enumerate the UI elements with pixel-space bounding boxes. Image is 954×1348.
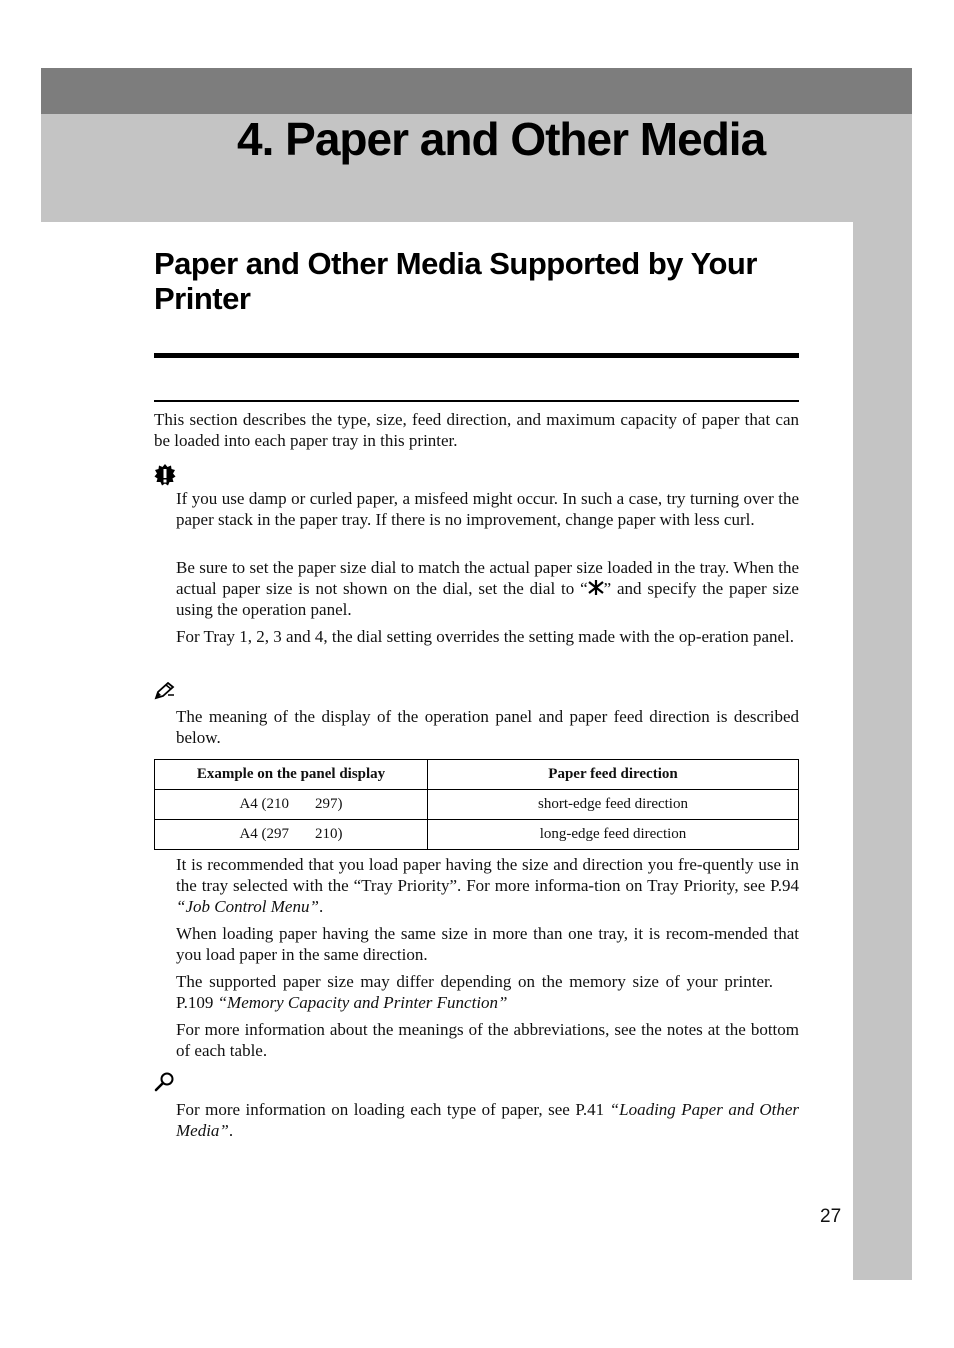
page-side-strip [853,222,912,1280]
reference-paragraph [176,1099,799,1141]
display-size-a: A4 (210 [239,796,290,812]
note-paragraph-5: For more information about the meanings of the abbreviations, see the notes at the bottom of each table. [176,1020,799,1060]
note-paragraph-3: When loading paper having the same size in more than one tray, it is recom-mended that you load paper in the same direction. [176,924,799,964]
table-cell-direction: short-edge feed direction [428,790,799,820]
table-row [155,820,799,850]
memory-capacity-link[interactable]: “Memory Capacity and Printer Function” [217,993,508,1012]
important-paragraph-1: If you use damp or curled paper, a misfeed might occur. In such a case, try turning over the paper stack in the paper tray. If there is no improvement, change paper with less curl. [176,489,799,529]
table-header-row [155,760,799,790]
feed-direction-table [154,759,799,850]
table-cell-direction: long-edge feed direction [428,820,799,850]
chapter-title: 4. Paper and Other Media [237,113,766,165]
asterisk-dial-icon [588,580,604,595]
section-rule-thick [154,353,799,358]
loading-paper-link[interactable]: “Loading Paper and Other Media” [176,1100,799,1140]
table-row [155,790,799,820]
chapter-header-band-dark [41,68,912,114]
pencil-note-icon [154,682,176,700]
important-icon [154,464,176,486]
note-paragraph-4-text: The supported paper size may differ depending on the memory size of your printer. [176,972,773,991]
table-header-display: Example on the panel display [155,760,428,790]
important-paragraph-2-text-b: ” and specify the paper size using the operation panel. [176,579,799,619]
section-rule-thin [154,400,799,402]
note-paragraph-4 [176,971,799,1013]
display-size-a: A4 (297 [239,826,290,842]
magnifier-reference-icon [154,1072,176,1092]
display-size-b: 297) [315,796,343,812]
important-paragraph-2 [176,557,799,620]
important-paragraph-3: For Tray 1, 2, 3 and 4, the dial setting overrides the setting made with the op-eration panel. [176,627,795,646]
note-paragraph-2-text: It is recommended that you load paper having the size and direction you fre-quently use in the tray selected with the “Tray Priority”. For more informa-tion on Tray Priority, see P.94 [176,855,799,895]
intro-paragraph: This section describes the type, size, feed direction, and maximum capacity of paper that can be loaded into each paper tray in this printer. [154,410,799,450]
note-paragraph-2-end: . [318,897,324,916]
table-cell-display [155,790,428,820]
job-control-menu-link[interactable]: “Job Control Menu” [176,897,319,916]
important-paragraph-2-text-a: Be sure to set the paper size dial to match the actual paper size loaded in the tray. When the actual paper size is not shown on the dial, set the dial to “ [176,558,799,598]
display-size-b: 210) [315,826,343,842]
note-paragraph-4-page: P.109 [176,993,218,1012]
note-paragraph-2 [176,854,799,917]
note-paragraph-1: The meaning of the display of the operation panel and paper feed direction is described below. [176,707,799,747]
section-title: Paper and Other Media Supported by Your Printer [154,246,757,316]
table-header-direction: Paper feed direction [428,760,799,790]
table-cell-display [155,820,428,850]
reference-paragraph-text: For more information on loading each type of paper, see P.41 [176,1100,610,1119]
page-number: 27 [820,1206,842,1227]
reference-paragraph-end: . [228,1121,234,1140]
